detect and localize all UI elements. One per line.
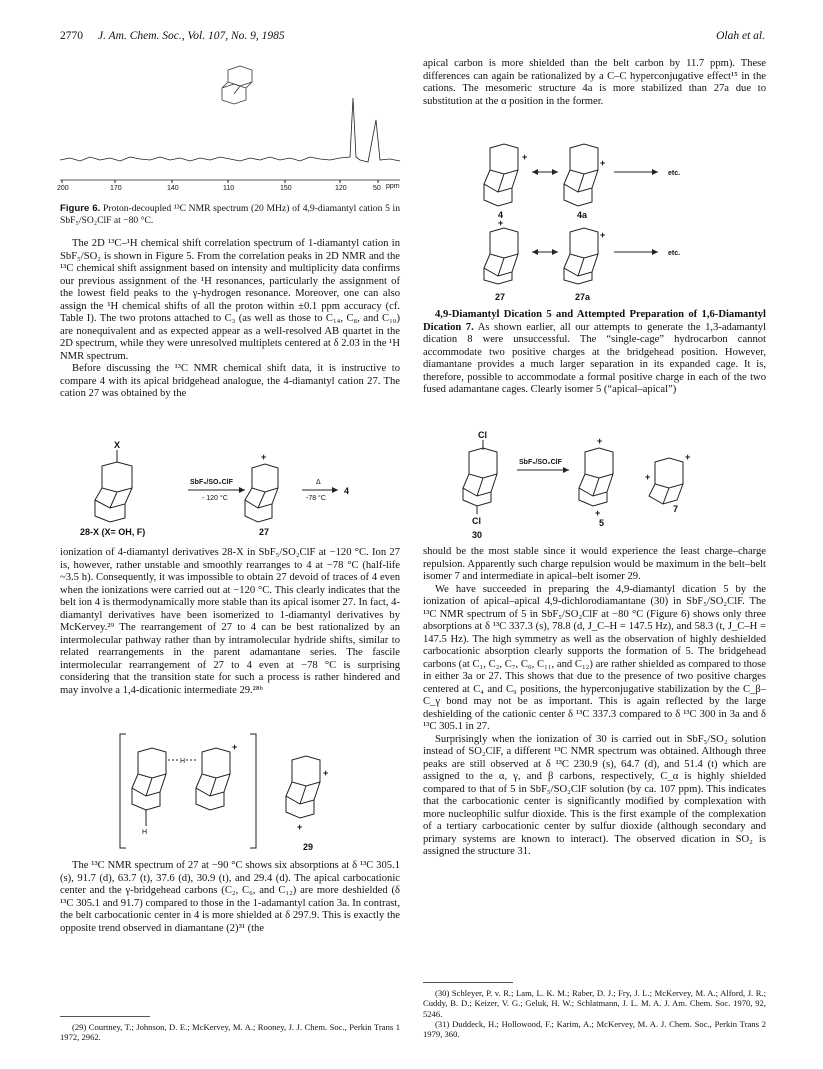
spectrum-trace (60, 98, 400, 162)
paragraph-preparing-dication: We have succeeded in preparing the 4,9-diamantyl dication 5 by the ionization of apical–apical 4,9-dichlorodiamantane (30) in SbF₅/SO₂ClF. The ¹³C NMR spectrum of 5 in SbF₅/SO₂ClF at −80 °C (Figure 6) shows only three absorptions at δ ¹³C 337.3 (s), 78.8 (d, J_C–H = 147.5 Hz), and 58.3 (t, J_C–H = 147.5 Hz). The high symmetry as well as the observation of highly deshielded carbocationic absorption clearly supports the formation of 5. The bridgehead carbons (at C₁, C₂, C₇, C₆, C₁₁, and C₁₂) are rather shielded as compared to those in either 3a or 27. This shows that due to the presence of two positive charges centered at C₄ and C₉ positions, the hyperconjugative stabilization by the C_β–C_γ bond may not be as important. This is again reflected by the large deshielding of the cationic center δ ¹³C 337.3 compared to δ ¹³C 300 in 3a and δ ¹³C 305.1 in 27. (423, 583, 766, 732)
right-column-text-3 (423, 546, 766, 859)
paragraph-before-discussing: Before discussing the ¹³C NMR chemical shift data, it is instructive to compare 4 with its apical bridgehead analogue, the 4-diamantyl cation 27. The cation 27 was obtained by the (60, 363, 400, 399)
page-number: 2770 (60, 30, 83, 42)
svg-text:+: + (595, 508, 601, 518)
footnote-30: (30) Schleyer, P. v. R.; Lam, L. K. M.; Raber, D. J.; Fry, J. L.; McKervey, M. A.; Alford, J. R.; Cuddy, B. D.; Keizer, V. G.; Geluk, H. W.; Schlatmann, J. L. M. A. J. Am. Chem. Soc. 1970, 92, 5246. (423, 988, 766, 1019)
scheme-28x-to-27 (80, 438, 380, 538)
inset-dication-structure (222, 66, 252, 104)
svg-text:4a: 4a (577, 210, 588, 220)
svg-text:+: + (600, 158, 606, 168)
svg-text:Cl: Cl (478, 430, 487, 440)
svg-text:Cl: Cl (472, 516, 481, 526)
svg-text:SbF₅/SO₂ClF: SbF₅/SO₂ClF (519, 459, 562, 466)
figure-6-nmr-spectrum (57, 58, 400, 198)
svg-text:+: + (232, 742, 238, 752)
axis-tick-label: 200 (57, 185, 69, 192)
axis-tick-label: 150 (280, 185, 292, 192)
scheme-29-intermediate (120, 730, 360, 855)
svg-text:H: H (180, 758, 186, 765)
paragraph-ionization: ionization of 4-diamantyl derivatives 28-X in SbF₅/SO₂ClF at −120 °C. Ion 27 is, however, rather unstable and smoothly rearranges to 4 at −78 °C (half-life ~3.5 h). Consequently, it was impossible to obtain 27 devoid of traces of 4 even when the ionizations were carried out at −120 °C. This clearly indicates that the belt ion 4 is thermodynamically more stable than its apical isomer 27. In fact, 4-diamantyl derivatives have been isomerized to 1-diamantyl derivatives by McKervey.²⁹ The rearrangement of 27 to 4 can be best rationalized by an intermolecular pathway rather than by intramolecular hydride shifts, similar to related rearrangements in the parent adamantane series. The fascile intermolecular rearrangement of 27 to 4 even at −78 °C is surprising considering that the transition state for such a process is rather hindered and may involve a 1,4-dicationic intermediate 29.²⁸ᵇ (60, 547, 400, 696)
svg-text:27: 27 (259, 527, 270, 537)
svg-text:7: 7 (673, 504, 679, 514)
footnote-29: (29) Courtney, T.; Johnson, D. E.; McKervey, M. A.; Rooney, J. J. Chem. Soc., Perkin Trans 1 1972, 2962. (60, 1022, 400, 1043)
left-column-text-1 (60, 238, 400, 401)
svg-text:etc.: etc. (668, 170, 681, 177)
journal-citation: J. Am. Chem. Soc., Vol. 107, No. 9, 1985 (98, 30, 285, 42)
paragraph-so2-complexation: Surprisingly when the ionization of 30 is carried out in SbF₅/SO₂ solution instead of SO₂ClF, a different ¹³C NMR spectrum was obtained. Although three peaks are still observed at δ ¹³C 230.9 (s), 64.7 (d), and 51.4 (t) which are assigned to the α, γ, and β carbons, respectively, C_α is highly shielded compared to that of 5 in SbF₅/SO₂ClF solution (by ca. 107 ppm). This indicates that the carbocationic center is significantly modified by complexation with more nucleophilic sulfur dioxide. This is the first example of the complexation of a tertiary carbocationic center by sulfur dioxide (although secondary and primary systems are known to interact). The observed dication in SO₂ is assigned the structure 31. (423, 733, 766, 857)
svg-text:+: + (645, 472, 651, 482)
left-column-text-3 (60, 860, 400, 935)
running-header (60, 30, 765, 48)
footnote-31: (31) Duddeck, H.; Hollowood, F.; Karim, A.; McKervey, M. A. J. Chem. Soc., Perkin Trans 2 1979, 360. (423, 1018, 766, 1040)
paragraph-apical-carbon: apical carbon is more shielded than the belt carbon by 11.7 ppm). These differences can again be rationalized by a C–C hyperconjugative effect¹⁵ in the cations. The mesomeric structure 4a is more stabilized than 27a due to substitution at the α position in the former. (423, 58, 766, 107)
scheme-label-30: 30 (472, 530, 483, 540)
svg-text:- 120 °C: - 120 °C (202, 495, 228, 502)
svg-text:+: + (323, 768, 329, 778)
figure-6-caption: Figure 6. Proton-decoupled ¹³C NMR spectrum (20 MHz) of 4,9-diamantyl cation 5 in SbF₅/SO₂ClF at −80 °C. (60, 203, 401, 226)
svg-text:SbF₅/SO₂ClF: SbF₅/SO₂ClF (190, 479, 233, 486)
svg-text:+: + (498, 218, 504, 228)
axis-tick-label: 120 (335, 185, 347, 192)
right-column-text-2 (423, 309, 766, 397)
paragraph-dication-section: 4,9-Diamantyl Dication 5 and Attempted Preparation of 1,6-Diamantyl Dication 7. As shown earlier, all our attempts to generate the 1,3-adamantyl dication 8 were unsuccessful. The “single-cage” hydrocarbon cannot accommodate two positive charges at the bridgehead position. However, diamantane provides a much larger separation in its expanded cage. It is, therefore, possible to accommodate a formal positive charge in each of the two fused adamantane cages. Clearly isomer 5 (“apical–apical”) (423, 309, 766, 395)
scheme-30-to-5-and-7 (455, 430, 745, 530)
svg-text:4: 4 (498, 210, 504, 220)
svg-text:+: + (597, 436, 603, 446)
svg-text:4: 4 (344, 486, 350, 496)
svg-text:X: X (114, 440, 121, 450)
axis-tick-label: 110 (223, 185, 235, 192)
footnotes-right (423, 988, 766, 1039)
axis-unit: ppm (386, 183, 400, 190)
left-column-text-2 (60, 547, 400, 697)
axis-tick-label: 140 (167, 185, 179, 192)
svg-text:+: + (600, 230, 606, 240)
svg-text:28-X (X= OH, F): 28-X (X= OH, F) (80, 527, 146, 537)
svg-text:+: + (685, 452, 691, 462)
svg-text:H: H (142, 829, 148, 836)
svg-text:27: 27 (495, 292, 506, 302)
svg-text:-78 °C: -78 °C (306, 495, 326, 502)
svg-text:etc.: etc. (668, 250, 681, 257)
scheme-mesomeric-structures (440, 130, 760, 302)
footnote-rule-left (60, 1016, 150, 1017)
svg-text:Δ: Δ (316, 479, 321, 486)
svg-text:29: 29 (303, 842, 314, 852)
paragraph-most-stable: should be the most stable since it would experience the least charge–charge repulsion. Apparently such charge repulsion would be maximum in the belt–belt isomer 7 and intermediate in apical–belt isomer 29. (423, 546, 766, 582)
paragraph-13c-nmr-27: The ¹³C NMR spectrum of 27 at −90 °C shows six absorptions at δ ¹³C 305.1 (s), 91.7 (d), 63.7 (t), 37.6 (d), 30.9 (t), and 29.4 (d). The apical carbocationic center and the γ-bridgehead carbons (C₂, C₆, and C₁₂) are more deshielded (δ ¹³C 305.1 and 91.7) compared to those in the 1-adamantyl cation 3a. In contrast, the belt carbocationic center in 4 is more shielded at δ 297.9. This is exactly the opposite trend observed in diamantane (2)³¹ (the (60, 860, 400, 934)
svg-text:+: + (297, 822, 303, 832)
running-authors: Olah et al. (716, 30, 765, 42)
right-column-text-1 (423, 58, 766, 108)
paragraph-2d-nmr: The 2D ¹³C–¹H chemical shift correlation spectrum of 1-diamantyl cation in SbF₅/SO₂ is shown in Figure 5. From the correlation peaks in 2D NMR and the ¹³C chemical shift assignment based on intensity and multiplicity data confirms our previous assignment of the ¹H resonances, particularly the assignment of the lowest field peaks to the γ-hydrogen resonance. Moreover, one can also assign the ¹H chemical shifts of all the proton within ±0.1 ppm accuracy (cf. Table I). The two protons attached to C₃ (as well as those to C₁₄, C₈, and C₁₀) are nonequivalent and as expected appear as a well-resolved AB quartet in the 2D spectrum, while they were unresolved multiplets centered at δ 2.03 in the ¹H NMR spectrum. (60, 238, 400, 362)
svg-text:27a: 27a (575, 292, 591, 302)
footnotes-left (60, 1022, 400, 1043)
axis-tick-label: 50 (373, 185, 381, 192)
svg-text:+: + (261, 452, 267, 462)
svg-text:+: + (522, 152, 528, 162)
footnote-rule-right (423, 982, 513, 983)
section-heading: 4,9-Diamantyl Dication 5 and Attempted Preparation of 1,6-Diamantyl Dication 7. (423, 309, 766, 333)
svg-text:5: 5 (599, 518, 605, 528)
axis-ticks (57, 180, 381, 192)
axis-tick-label: 170 (110, 185, 122, 192)
